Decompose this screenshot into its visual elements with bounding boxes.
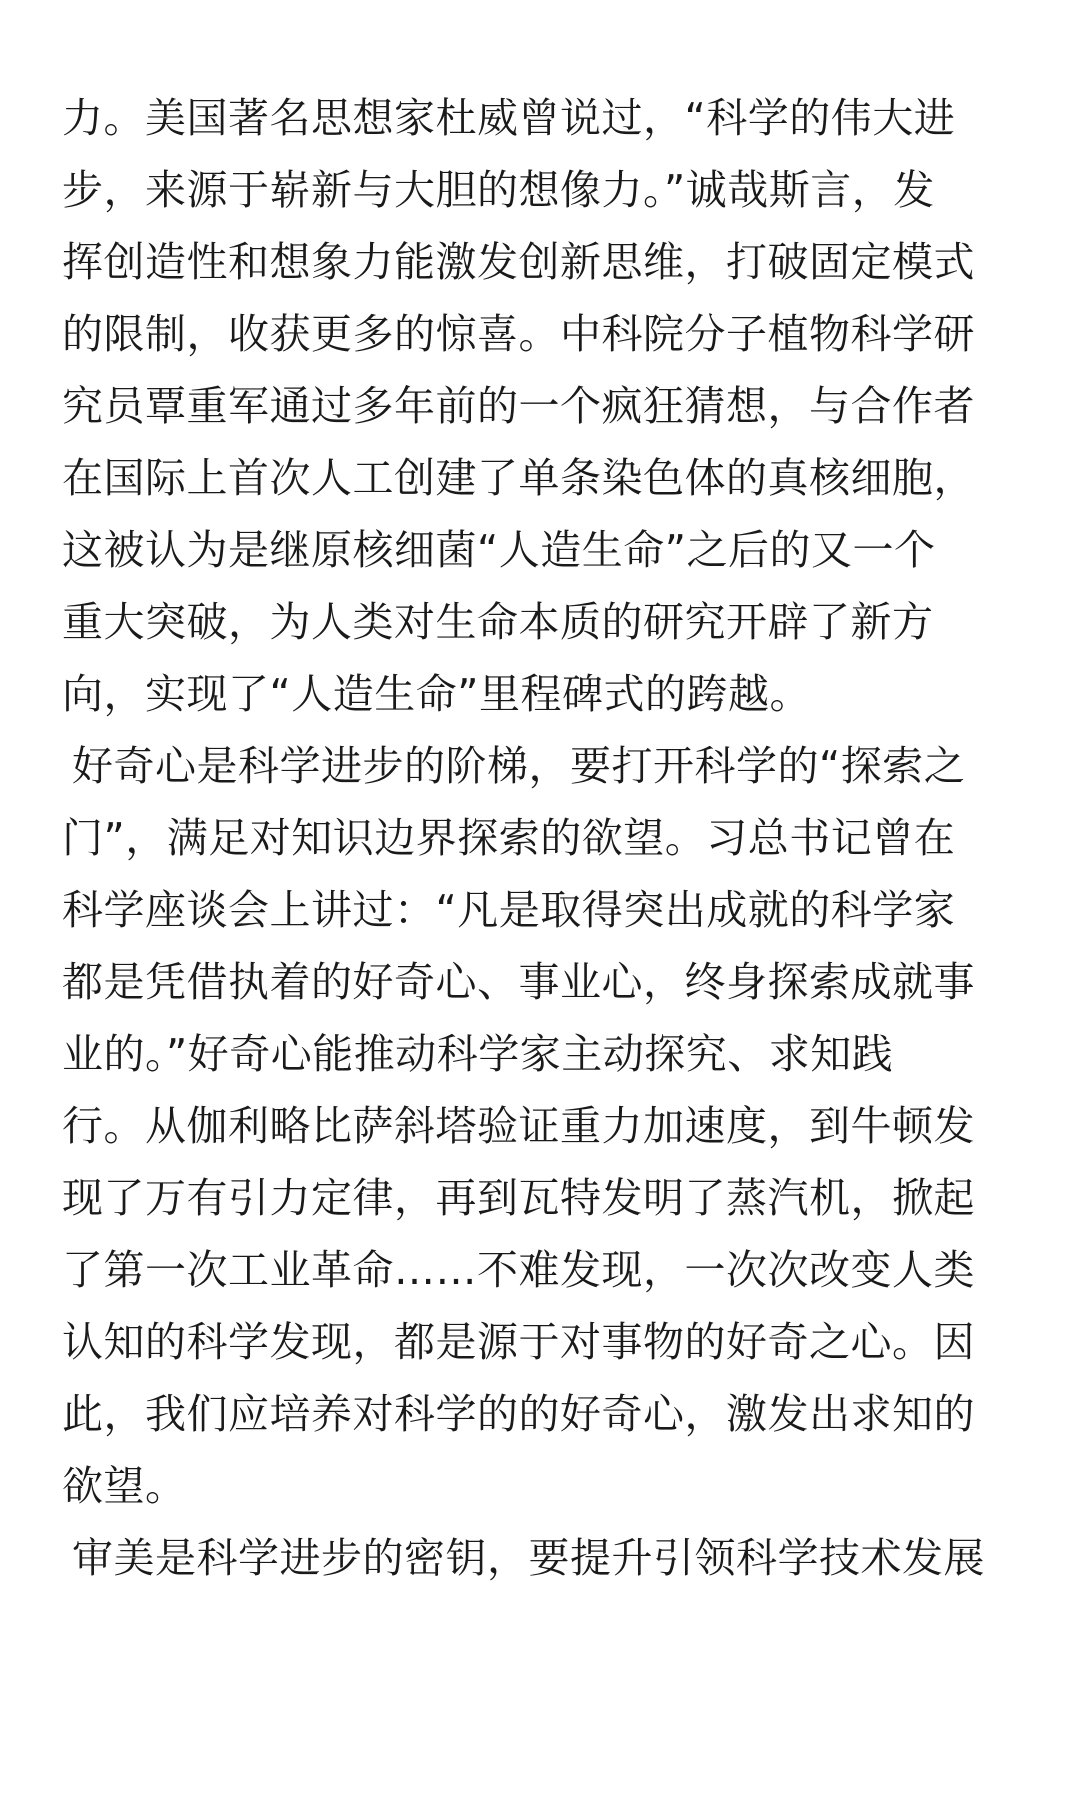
text-line: 此，我们应培养对科学的的好奇心，激发出求知的 xyxy=(62,1390,975,1438)
text-line: 的限制，收获更多的惊喜。中科院分子植物科学研 xyxy=(62,310,975,358)
text-line: 科学座谈会上讲过：“凡是取得突出成就的科学家 xyxy=(62,886,956,934)
text-line: 了第一次工业革命……不难发现，一次次改变人类 xyxy=(62,1246,975,1294)
text-line: 挥创造性和想象力能激发创新思维，打破固定模式 xyxy=(62,238,975,286)
text-line: 究员覃重军通过多年前的一个疯狂猜想，与合作者 xyxy=(62,382,975,430)
article-text xyxy=(62,82,1022,1594)
paragraph-start-line: 好奇心是科学进步的阶梯，要打开科学的“探索之 xyxy=(72,742,966,790)
text-line: 认知的科学发现，都是源于对事物的好奇之心。因 xyxy=(62,1318,975,1366)
text-line: 力。美国著名思想家杜威曾说过，“科学的伟大进 xyxy=(62,94,956,142)
text-line: 重大突破，为人类对生命本质的研究开辟了新方 xyxy=(62,598,934,646)
text-line: 这被认为是继原核细菌“人造生命”之后的又一个 xyxy=(62,526,936,574)
text-line: 欲望。 xyxy=(62,1462,187,1510)
text-line: 门”，满足对知识边界探索的欲望。习总书记曾在 xyxy=(62,814,956,862)
text-line: 在国际上首次人工创建了单条染色体的真核细胞， xyxy=(62,454,975,502)
text-line: 业的。”好奇心能推动科学家主动探究、求知践 xyxy=(62,1030,894,1078)
text-line: 都是凭借执着的好奇心、事业心，终身探索成就事 xyxy=(62,958,975,1006)
text-line: 步，来源于崭新与大胆的想像力。”诚哉斯言，发 xyxy=(62,166,935,214)
text-line: 行。从伽利略比萨斜塔验证重力加速度，到牛顿发 xyxy=(62,1102,975,1150)
paragraph-start-line: 审美是科学进步的密钥，要提升引领科学技术发展 xyxy=(72,1534,985,1582)
text-line: 现了万有引力定律，再到瓦特发明了蒸汽机，掀起 xyxy=(62,1174,975,1222)
text-line: 向，实现了“人造生命”里程碑式的跨越。 xyxy=(62,670,811,718)
